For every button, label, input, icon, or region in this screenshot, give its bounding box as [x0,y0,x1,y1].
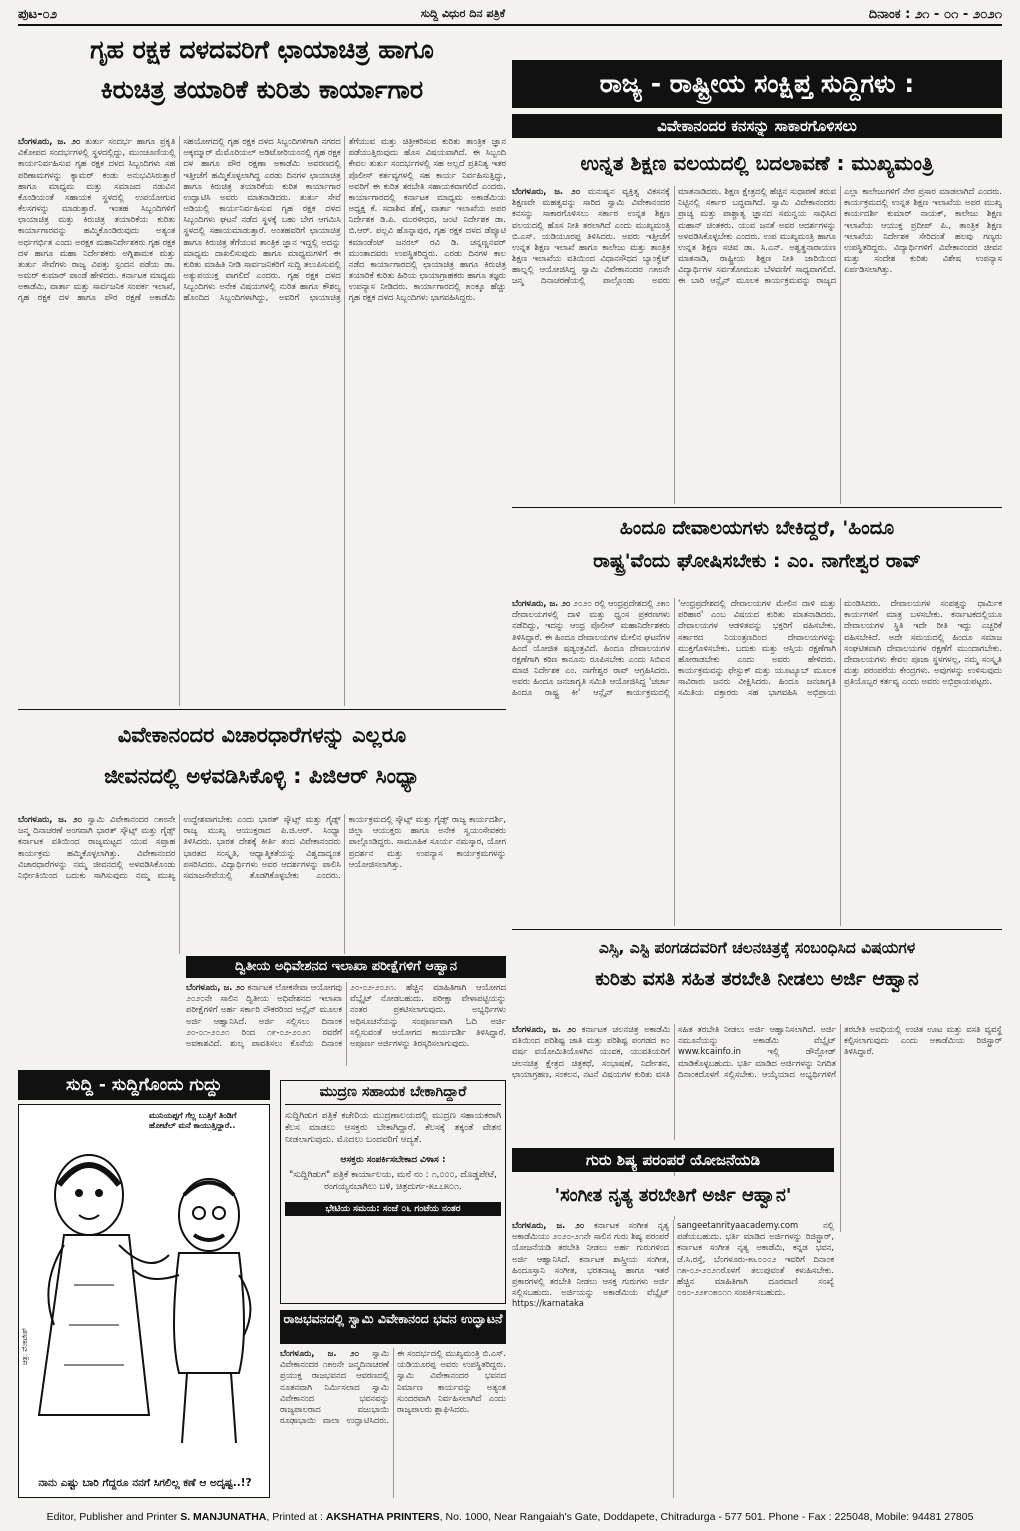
article8-headline: 'ಸಂಗೀತ ನೃತ್ಯ ತರಬೇತಿಗೆ ಅರ್ಜಿ ಆಹ್ವಾನ' [512,1176,834,1216]
article1-headline-line2: ಕಿರುಚಿತ್ರ ತಯಾರಿಕೆ ಕುರಿತು ಕಾರ್ಯಾಗಾರ [100,74,424,104]
cartoon-man-figure [134,1179,250,1443]
article2-kicker: ವಿವೇಕಾನಂದರ ಕನಸನ್ನು ಸಾಕಾರಗೊಳಿಸಲು [512,114,1002,138]
press-name: AKSHATHA PRINTERS [325,1511,440,1523]
article1-headline-line1: ಗೃಹ ರಕ್ಷಕ ದಳದವರಿಗೆ ಛಾಯಾಚಿತ್ರ ಹಾಗೂ [90,35,434,64]
divider [512,506,1002,508]
masthead [18,4,1002,26]
article1-headline [18,32,506,130]
cartoon-drawing [19,1135,269,1465]
article3-body-continued [18,956,180,1064]
spacer [276,1070,506,1072]
article2-headline: ಉನ್ನತ ಶಿಕ್ಷಣ ವಲಯದಲ್ಲಿ ಬದಲಾವಣೆ : ಮುಖ್ಯಮಂತ್ರಿ [580,151,934,175]
issue-date: ದಿನಾಂಕ : ೨೧ - ೦೧ - ೨೦೨೧ [868,6,1002,22]
article4-body: ಬೆಂಗಳೂರು, ಜ. ೨೦ ಕರ್ನಾಟಕ ಲೋಕಸೇವಾ ಆಯೋಗವು ೨೦೨೦ನೇ ಸಾಲಿನ ದ್ವಿತೀಯ ಅಧಿವೇಶನದ ಇಲಾಖಾ ಪರೀಕ್ಷೆಗಳಿಗೆ ಅರ್ಹ ಸರ್ಕಾರಿ ನೌಕರರಿಂದ ಆನ್ಲೈನ್ ಮೂಲಕ ಅರ್ಜಿ ಆಹ್ವಾನಿಸಿದೆ. ಅರ್ಜಿ ಸಲ್ಲಿಸಲು ದಿನಾಂಕ ೨೦-೦೧-೨೦೨೧ ರಿಂದ ೧೯-೦೨-೨೦೨೧ ರವರೆಗೆ ಅವಕಾಶವಿದೆ. ಶುಲ್ಕ ಪಾವತಿಸಲು ಕೊನೆಯ ದಿನಾಂಕ ೨೦-೦೨-೨೦೨೧. ಹೆಚ್ಚಿನ ಮಾಹಿತಿಗಾಗಿ ಆಯೋಗದ ವೆಬ್ಸೈಟ್ ನೋಡಬಹುದು. ಪರೀಕ್ಷಾ ವೇಳಾಪಟ್ಟಿಯನ್ನು ನಂತರ ಪ್ರಕಟಿಸಲಾಗುವುದು. ಅಭ್ಯರ್ಥಿಗಳು ಅಧಿಸೂಚನೆಯನ್ನು ಸಂಪೂರ್ಣವಾಗಿ ಓದಿ ಅರ್ಜಿ ಸಲ್ಲಿಸುವಂತೆ ಆಯೋಗದ ಕಾರ್ಯದರ್ಶಿ ತಿಳಿಸಿದ್ದಾರೆ. ಅಪೂರ್ಣ ಅರ್ಜಿಗಳನ್ನು ತಿರಸ್ಕರಿಸಲಾಗುವುದು. [186,982,506,1048]
article6-headline: ಹಿಂದೂ ದೇವಾಲಯಗಳು ಬೇಕಿದ್ದರೆ, 'ಹಿಂದೂ ರಾಷ್ಟ್ರ'ವೆಂದು ಘೋಷಿಸಬೇಕು : ಎಂ. ನಾಗೇಶ್ವರ ರಾವ್ [593,517,921,572]
classified-body: ಸುದ್ದಿಗಿಡುಗ ಪತ್ರಿಕೆ ಕಚೇರಿಯ ಮುದ್ರಣಾಲಯದಲ್ಲಿ ಮುದ್ರಣ ಸಹಾಯಕರಾಗಿ ಕೆಲಸ ಮಾಡಲು ಆಸಕ್ತರು ಬೇಕಾಗಿದ್ದಾರೆ. ಕೆಲಸಕ್ಕೆ ತಕ್ಕಂತೆ ವೇತನ ನೀಡಲಾಗುವುದು. ಮೊದಲು ಬಂದವರಿಗೆ ಆದ್ಯತೆ. [285,1111,501,1146]
imprint-footer: Editor, Publisher and Printer S. MANJUNATHA, Printed at : AKSHATHA PRINTERS, No. 1000, Near Rangaiah's Gate, Doddapete, Chitradurga - 577 501. Phone - Fax : 225048, Mobile: 94481 27805 [46,1511,974,1523]
article6-body: ಬೆಂಗಳೂರು, ಜ. ೨೦ ೨೦೨೦ ರಲ್ಲಿ ಆಂಧ್ರಪ್ರದೇಶದಲ್ಲಿ ೨೫೦ ದೇವಾಲಯಗಳಲ್ಲಿ ದಾಳಿ ಮತ್ತು ಧ್ವಂಸ ಪ್ರಕರಣಗಳು ನಡೆದಿದ್ದು, ಇದನ್ನು ಆಂಧ್ರ ಪೊಲೀಸ್ ಮಹಾನಿರ್ದೇಶಕರು ತಿಳಿಸಿದ್ದಾರೆ. ಈ ಹಿಂದೂ ದೇವಾಲಯಗಳ ಮೇಲಿನ ಘಟನೆಗಳ ಹಿಂದೆ ಯೋಜಿತ ಷಡ್ಯಂತ್ರವಿದೆ. ಹಿಂದೂ ದೇವಾಲಯಗಳ ರಕ್ಷಣೆಗಾಗಿ ಕಠಿಣ ಕಾನೂನು ರೂಪಿಸಬೇಕು ಎಂದು ಸಿಬಿಐನ ಮಾಜಿ ನಿರ್ದೇಶಕ ಎಂ. ನಾಗೇಶ್ವರ ರಾವ್ ಆಗ್ರಹಿಸಿದರು. ಅವರು ಹಿಂದೂ ಜನಜಾಗೃತಿ ಸಮಿತಿ ಆಯೋಜಿಸಿದ್ದ 'ಚರ್ಚಾ ಹಿಂದೂ ರಾಷ್ಟ್ರ ಕೀ' ಆನ್ಲೈನ್ ಕಾರ್ಯಕ್ರಮದಲ್ಲಿ 'ಆಂಧ್ರಪ್ರದೇಶದಲ್ಲಿ ದೇವಾಲಯಗಳ ಮೇಲಿನ ದಾಳಿ ಮತ್ತು ಪರಿಹಾರ' ಎಂಬ ವಿಷಯದ ಕುರಿತು ಮಾತನಾಡಿದರು. ದೇವಾಲಯಗಳ ಆಡಳಿತವನ್ನು ಭಕ್ತರಿಗೆ ವಹಿಸಬೇಕು. ಸರ್ಕಾರದ ನಿಯಂತ್ರಣದಿಂದ ದೇವಾಲಯಗಳನ್ನು ಮುಕ್ತಗೊಳಿಸಬೇಕು. ಬದುಕು ಮತ್ತು ಆಸ್ತಿಯ ರಕ್ಷಣೆಗಾಗಿ ಹೋರಾಡಬೇಕು ಎಂದು ಅವರು ಹೇಳಿದರು. ಕಾರ್ಯಕ್ರಮವನ್ನು ಫೇಸ್ಬುಕ್ ಮತ್ತು ಯೂಟ್ಯೂಬ್ ಮೂಲಕ ಸಾವಿರಾರು ಜನರು ವೀಕ್ಷಿಸಿದರು. ಹಿಂದೂ ಜನಜಾಗೃತಿ ಸಮಿತಿಯ ವಕ್ತಾರರು ಸಹ ಭಾಗವಹಿಸಿ ಅಭಿಪ್ರಾಯ ಮಂಡಿಸಿದರು. ದೇವಾಲಯಗಳ ಸಂಪತ್ತನ್ನು ಧಾರ್ಮಿಕ ಕಾರ್ಯಗಳಿಗೆ ಮಾತ್ರ ಬಳಸಬೇಕು. ಕರ್ನಾಟಕದಲ್ಲಿಯೂ ದೇವಾಲಯಗಳ ಸ್ಥಿತಿ ಇದೇ ರೀತಿ ಇದ್ದು ಎಚ್ಚರಿಕೆ ವಹಿಸಬೇಕಿದೆ. ಅದೇ ಸಮಯದಲ್ಲಿ ಹಿಂದೂ ಸಮಾಜ ಸಂಘಟಿತವಾಗಿ ದೇವಾಲಯಗಳ ರಕ್ಷಣೆಗೆ ಮುಂದಾಗಬೇಕು. ದೇವಾಲಯಗಳು ಕೇವಲ ಪೂಜಾ ಸ್ಥಳಗಳಲ್ಲ, ನಮ್ಮ ಸಂಸ್ಕೃತಿ ಮತ್ತು ಪರಂಪರೆಯ ಕೇಂದ್ರಗಳು. ಅವುಗಳನ್ನು ಉಳಿಸುವುದು ಪ್ರತಿಯೊಬ್ಬರ ಕರ್ತವ್ಯ ಎಂದು ಅವರು ಅಭಿಪ್ರಾಯಪಟ್ಟರು. [512,598,1002,698]
classified-address: "ಸುದ್ದಿಗಿಡುಗ" ಪತ್ರಿಕೆ ಕಾರ್ಯಾಲಯ, ಮನೆ ನಂ : ೧,೦೦೦, ದೊಡ್ಡಪೇಟೆ, ರಂಗಯ್ಯನಬಾಗಿಲು ಬಳಿ, ಚಿತ್ರದುರ್ಗ-೫೭೭೫೦೧. [289,1170,497,1193]
classified-box [280,1080,506,1304]
article3-body: ಬೆಂಗಳೂರು, ಜ. ೨೦ ಸ್ವಾಮಿ ವಿವೇಕಾನಂದರ ೧೫೮ನೇ ಜನ್ಮ ದಿನಾಚರಣೆ ಅಂಗವಾಗಿ ಭಾರತ್ ಸ್ಕೌಟ್ಸ್ ಮತ್ತು ಗೈಡ್ಸ್ ಕರ್ನಾಟಕ ವತಿಯಿಂದ ರಾಜ್ಯಮಟ್ಟದ ಯುವ ಸಪ್ತಾಹ ಕಾರ್ಯಕ್ರಮ ಹಮ್ಮಿಕೊಳ್ಳಲಾಗಿತ್ತು. ವಿವೇಕಾನಂದರ ವಿಚಾರಧಾರೆಗಳನ್ನು ನಮ್ಮ ಜೀವನದಲ್ಲಿ ಅಳವಡಿಸಿಕೊಂಡು ನಿರ್ಭೀತಿಯಿಂದ ಬದುಕು ಸಾಗಿಸುವುದು ನಮ್ಮ ಮುಖ್ಯ ಉದ್ದೇಶವಾಗಬೇಕು ಎಂದು ಭಾರತ್ ಸ್ಕೌಟ್ಸ್ ಮತ್ತು ಗೈಡ್ಸ್ ರಾಜ್ಯ ಮುಖ್ಯ ಆಯುಕ್ತರಾದ ಪಿ.ಜಿ.ಆರ್. ಸಿಂಧ್ಯಾ ತಿಳಿಸಿದರು. ಭಾರತ ದೇಶಕ್ಕೆ ಕೀರ್ತಿ ತಂದ ವಿವೇಕಾನಂದರು ಭಾರತದ ಸಂಸ್ಕೃತಿ, ಆಧ್ಯಾತ್ಮಿಕತೆಯನ್ನು ವಿಶ್ವದಾದ್ಯಂತ ಪಸರಿಸಿದರು. ವಿದ್ಯಾರ್ಥಿಗಳು ಅವರ ಆದರ್ಶಗಳನ್ನು ಪಾಲಿಸಿ ಸಮಾಜಸೇವೆಯಲ್ಲಿ ತೊಡಗಿಕೊಳ್ಳಬೇಕು ಎಂದರು. ಕಾರ್ಯಕ್ರಮದಲ್ಲಿ ಸ್ಕೌಟ್ಸ್ ಮತ್ತು ಗೈಡ್ಸ್ ರಾಜ್ಯ ಕಾರ್ಯದರ್ಶಿ, ಜಿಲ್ಲಾ ಆಯುಕ್ತರು ಹಾಗೂ ಅನೇಕ ಸ್ವಯಂಸೇವಕರು ಪಾಲ್ಗೊಂಡಿದ್ದರು. ಸಾಮೂಹಿಕ ಸೂರ್ಯ ನಮಸ್ಕಾರ, ಯೋಗ ಪ್ರದರ್ಶನ ಮತ್ತು ಉಪನ್ಯಾಸ ಕಾರ್ಯಕ್ರಮಗಳನ್ನು ಆಯೋಜಿಸಲಾಗಿತ್ತು. [18,814,506,880]
classified-address-label: ಆಸಕ್ತರು ಸಂಪರ್ಕಿಸಬೇಕಾದ ವಿಳಾಸ : [340,1155,446,1166]
article2-body: ಬೆಂಗಳೂರು, ಜ. ೨೦ ಮನುಷ್ಯನ ವ್ಯಕ್ತಿತ್ವ ವಿಕಸನಕ್ಕೆ ಶಿಕ್ಷಣವೇ ಮಹತ್ವವನ್ನು ಸಾರಿದ ಸ್ವಾಮಿ ವಿವೇಕಾನಂದರ ಕನಸನ್ನು ಸಾಕಾರಗೊಳಿಸಲು ಸರ್ಕಾರ ಉನ್ನತ ಶಿಕ್ಷಣ ವಲಯದಲ್ಲಿ ಹೊಸ ನೀತಿ ತರಲಾಗಿದೆ ಎಂದು ಮುಖ್ಯಮಂತ್ರಿ ಬಿ.ಎಸ್. ಯಡಿಯೂರಪ್ಪ ತಿಳಿಸಿದರು. ಅವರು ಇತ್ತೀಚೆಗೆ ಉನ್ನತ ಶಿಕ್ಷಣ ಇಲಾಖೆ ಹಾಗೂ ಕಾಲೇಜು ಮತ್ತು ತಾಂತ್ರಿಕ ಶಿಕ್ಷಣ ಇಲಾಖೆಯ ವತಿಯಿಂದ ವಿಧಾನಸೌಧದ ಬ್ಯಾಂಕ್ವೆಟ್ ಹಾಲ್ನಲ್ಲಿ ಆಯೋಜಿಸಿದ್ದ ಸ್ವಾಮಿ ವಿವೇಕಾನಂದರ ೧೫೮ನೇ ಜನ್ಮ ದಿನಾಚರಣೆಯಲ್ಲಿ ಪಾಲ್ಗೊಂಡು ಅವರು ಮಾತನಾಡಿದರು. ಶಿಕ್ಷಣ ಕ್ಷೇತ್ರದಲ್ಲಿ ಹೆಚ್ಚಿನ ಸುಧಾರಣೆ ತರುವ ನಿಟ್ಟಿನಲ್ಲಿ ಸರ್ಕಾರ ಬದ್ಧವಾಗಿದೆ. ಸ್ವಾಮಿ ವಿವೇಕಾನಂದರು ಪ್ರಾಚ್ಯ ಮತ್ತು ಪಾಶ್ಚಾತ್ಯ ಜ್ಞಾನದ ಸಮನ್ವಯ ಸಾಧಿಸಿದ ಮಹಾನ್ ಚಿಂತಕರು. ಯುವ ಜನತೆ ಅವರ ಆದರ್ಶಗಳನ್ನು ಅಳವಡಿಸಿಕೊಳ್ಳಬೇಕು ಎಂದರು. ಉಪ ಮುಖ್ಯಮಂತ್ರಿ ಹಾಗೂ ಉನ್ನತ ಶಿಕ್ಷಣ ಸಚಿವ ಡಾ. ಸಿ.ಎನ್. ಅಶ್ವತ್ಥನಾರಾಯಣ ಮಾತನಾಡಿ, ರಾಷ್ಟ್ರೀಯ ಶಿಕ್ಷಣ ನೀತಿ ಜಾರಿಯಿಂದ ವಿದ್ಯಾರ್ಥಿಗಳ ಸರ್ವತೋಮುಖ ಬೆಳವಣಿಗೆ ಸಾಧ್ಯವಾಗಲಿದೆ. ಈ ಬಾರಿ ಆನ್ಲೈನ್ ಮೂಲಕ ಕಾರ್ಯಕ್ರಮವನ್ನು ರಾಜ್ಯದ ಎಲ್ಲಾ ಕಾಲೇಜುಗಳಿಗೆ ನೇರ ಪ್ರಸಾರ ಮಾಡಲಾಗಿದೆ ಎಂದರು. ಕಾರ್ಯಕ್ರಮದಲ್ಲಿ ಉನ್ನತ ಶಿಕ್ಷಣ ಇಲಾಖೆಯ ಅಪರ ಮುಖ್ಯ ಕಾರ್ಯದರ್ಶಿ ಕುಮಾರ್ ನಾಯಕ್, ಕಾಲೇಜು ಶಿಕ್ಷಣ ಇಲಾಖೆಯ ಆಯುಕ್ತ ಪ್ರದೀಪ್ ಪಿ., ತಾಂತ್ರಿಕ ಶಿಕ್ಷಣ ಇಲಾಖೆಯ ನಿರ್ದೇಶಕ ಸೇರಿದಂತೆ ಹಲವು ಗಣ್ಯರು ಉಪಸ್ಥಿತರಿದ್ದರು. ವಿದ್ಯಾರ್ಥಿಗಳಿಗೆ ವಿವೇಕಾನಂದರ ಜೀವನ ಮತ್ತು ಸಂದೇಶ ಕುರಿತು ವಿಶೇಷ ಉಪನ್ಯಾಸ ಏರ್ಪಡಿಸಲಾಗಿತ್ತು. [512,186,1002,286]
article7-body: ಬೆಂಗಳೂರು, ಜ. ೨೦ ಕರ್ನಾಟಕ ಚಲನಚಿತ್ರ ಅಕಾಡೆಮಿ ವತಿಯಿಂದ ಪರಿಶಿಷ್ಟ ಜಾತಿ ಮತ್ತು ಪರಿಶಿಷ್ಟ ಪಂಗಡದ ೫೦ ವರ್ಷ ವಯೋಮಿತಿಯೊಳಗಿನ ಯುವಕ, ಯುವತಿಯರಿಗೆ ಚಲನಚಿತ್ರ ಕ್ಷೇತ್ರದ ಚಿತ್ರಕಥೆ, ಸಂಭಾಷಣೆ, ನಿರ್ದೇಶನ, ಛಾಯಾಗ್ರಹಣ, ಸಂಕಲನ, ನಟನೆ ವಿಷಯಗಳ ಕುರಿತು ವಸತಿ ಸಹಿತ ತರಬೇತಿ ನೀಡಲು ಅರ್ಜಿ ಆಹ್ವಾನಿಸಲಾಗಿದೆ. ಅರ್ಜಿ ನಮೂನೆಯನ್ನು ಅಕಾಡೆಮಿ ವೆಬ್ಸೈಟ್ www.kcainfo.in ಇಲ್ಲಿ ಡೌನ್ಲೋಡ್ ಮಾಡಿಕೊಳ್ಳಬಹುದು. ಭರ್ತಿ ಮಾಡಿದ ಅರ್ಜಿಗಳನ್ನು ನಿಗದಿತ ದಿನಾಂಕದೊಳಗೆ ಸಲ್ಲಿಸಬೇಕು. ಆಯ್ಕೆಯಾದ ಅಭ್ಯರ್ಥಿಗಳಿಗೆ ತರಬೇತಿ ಅವಧಿಯಲ್ಲಿ ಉಚಿತ ಊಟ ಮತ್ತು ವಸತಿ ವ್ಯವಸ್ಥೆ ಕಲ್ಪಿಸಲಾಗುವುದು ಎಂದು ಅಕಾಡೆಮಿಯ ರಿಜಿಸ್ಟ್ರಾರ್ ತಿಳಿಸಿದ್ದಾರೆ. [512,1024,1002,1079]
article5-body: ಬೆಂಗಳೂರು, ಜ. ೨೦ ಸ್ವಾಮಿ ವಿವೇಕಾನಂದರ ೧೫೮ನೇ ಜನ್ಮದಿನಾಚರಣೆ ಪ್ರಯುಕ್ತ ರಾಜಭವನದ ಆವರಣದಲ್ಲಿ ನೂತನವಾಗಿ ನಿರ್ಮಿಸಲಾದ ಸ್ವಾಮಿ ವಿವೇಕಾನಂದ ಭವನವನ್ನು ರಾಜ್ಯಪಾಲರಾದ ವಜುಭಾಯಿ ರೂಢಾಭಾಯಿ ವಾಲಾ ಉದ್ಘಾಟಿಸಿದರು. ಈ ಸಂದರ್ಭದಲ್ಲಿ ಮುಖ್ಯಮಂತ್ರಿ ಬಿ.ಎಸ್. ಯಡಿಯೂರಪ್ಪ ಅವರು ಉಪಸ್ಥಿತರಿದ್ದರು. ಸ್ವಾಮಿ ವಿವೇಕಾನಂದರ ಭವನದ ನಿರ್ಮಾಣ ಕಾರ್ಯವನ್ನು ಅತ್ಯಂತ ಸುಂದರವಾಗಿ ನಿರ್ವಹಿಸಲಾಗಿದೆ ಎಂದು ರಾಜ್ಯಪಾಲರು ಶ್ಲಾಘಿಸಿದರು. [280,1348,506,1426]
article5-headline: ರಾಜಭವನದಲ್ಲಿ ಸ್ವಾಮಿ ವಿವೇಕಾನಂದ ಭವನ ಉದ್ಘಾಟನೆ [280,1310,506,1344]
article8-body: ಬೆಂಗಳೂರು, ಜ. ೨೦ ಕರ್ನಾಟಕ ಸಂಗೀತ ನೃತ್ಯ ಅಕಾಡೆಮಿಯು ೨೦೨೦-೨೧ನೇ ಸಾಲಿನ ಗುರು ಶಿಷ್ಯ ಪರಂಪರೆ ಯೋಜನೆಯಡಿ ತರಬೇತಿ ನೀಡಲು ಅರ್ಹ ಗುರುಗಳಿಂದ ಅರ್ಜಿ ಆಹ್ವಾನಿಸಿದೆ. ಕರ್ನಾಟಕ ಶಾಸ್ತ್ರೀಯ ಸಂಗೀತ, ಹಿಂದೂಸ್ತಾನಿ ಸಂಗೀತ, ಭರತನಾಟ್ಯ ಹಾಗೂ ಇತರೆ ಪ್ರಕಾರಗಳಲ್ಲಿ ತರಬೇತಿ ನೀಡಲು ಆಸಕ್ತ ಗುರುಗಳು ಅರ್ಜಿ ಸಲ್ಲಿಸಬಹುದು. ಅರ್ಜಿಯನ್ನು ಅಕಾಡೆಮಿಯ ವೆಬ್ಸೈಟ್ https://karnataka sangeetanrityaacademy.com ನಲ್ಲಿ ಪಡೆಯಬಹುದು. ಭರ್ತಿ ಮಾಡಿದ ಅರ್ಜಿಗಳನ್ನು ರಿಜಿಸ್ಟ್ರಾರ್, ಕರ್ನಾಟಕ ಸಂಗೀತ ನೃತ್ಯ ಅಕಾಡೆಮಿ, ಕನ್ನಡ ಭವನ, ಜೆ.ಸಿ.ರಸ್ತೆ, ಬೆಂಗಳೂರು-೫೬೦೦೦೨ ಇವರಿಗೆ ದಿನಾಂಕ ೧೫-೦೨-೨೦೨೧ರೊಳಗೆ ತಲುಪುವಂತೆ ಕಳುಹಿಸಬೇಕು. ಹೆಚ್ಚಿನ ಮಾಹಿತಿಗಾಗಿ ದೂರವಾಣಿ ಸಂಖ್ಯೆ ೦೮೦-೨೨೯೧೫೦೧೧ ಸಂಪರ್ಕಿಸಬಹುದು. [512,1220,834,1498]
cartoon-speech: ನಾನು ಎಷ್ಟು ಬಾರಿ ಗೆದ್ದರೂ ನನಗೆ ಸಿಗಲಿಲ್ಲ ಕಣೆ ಆ ಅದೃಷ್ಟ..!? [38,1477,252,1490]
classified-hours: ಭೇಟಿಯ ಸಮಯ: ಸಂಜೆ ೦೬ ಗಂಟೆಯ ನಂತರ [285,1202,501,1216]
article1-body [18,136,506,706]
article7-headline: ಎಸ್ಸಿ, ಎಸ್ಟಿ ಪಂಗಡದವರಿಗೆ ಚಲನಚಿತ್ರಕ್ಕೆ ಸಂಬಂಧಿಸಿದ ವಿಷಯಗಳ ಕುರಿತು ವಸತಿ ಸಹಿತ ತರಬೇತಿ ನೀಡಲು ಅರ್ಜಿ ಆಹ್ವಾನ [595,939,919,991]
article3-headline: ವಿವೇಕಾನಂದರ ವಿಚಾರಧಾರೆಗಳನ್ನು ಎಲ್ಲರೂ ಜೀವನದಲ್ಲಿ ಅಳವಡಿಸಿಕೊಳ್ಳಿ : ಪಿಜಿಆರ್ ಸಿಂಧ್ಯಾ [104,723,420,789]
article2-banner: ರಾಜ್ಯ - ರಾಷ್ಟ್ರೀಯ ಸಂಕ್ಷಿಪ್ತ ಸುದ್ದಿಗಳು : [512,60,1002,108]
cartoon-news-caption: ಮುನಿಯಪ್ಪಗೆ ಗೆಲ್ಲ ಬುತ್ತಿಗೆ ತಿಂಡಿಗೆ ಹೋಟೆಲ್ ಮನೆ ಕಾಯುತ್ತಿದ್ದಾರೆ.. [149,1111,237,1130]
divider [18,708,506,710]
article1-dateline: ಬೆಂಗಳೂರು, ಜ. ೨೦ [18,136,81,146]
classified-title: ಮುದ್ರಣ ಸಹಾಯಕ ಬೇಕಾಗಿದ್ದಾರೆ [285,1085,501,1105]
editor-name: S. MANJUNATHA [180,1511,267,1523]
article4-headline: ದ್ವಿತೀಯ ಅಧಿವೇಶನದ ಇಲಾಖಾ ಪರೀಕ್ಷೆಗಳಿಗೆ ಆಹ್ವಾನ [186,956,506,978]
paper-name: ಸುದ್ದಿ ವಿಧುರ ದಿನ ಪತ್ರಿಕೆ [420,7,506,20]
cartoon-panel [18,1104,270,1498]
cartoon-woman-figure [39,1155,169,1415]
divider [512,928,1002,930]
article8-kicker: ಗುರು ಶಿಷ್ಯ ಪರಂಪರೆ ಯೋಜನೆಯಡಿ [512,1148,834,1172]
page-number: ಪುಟ-೦೨ [18,6,58,22]
cartoon-artist: ಚಿತ್ರ: ವೆಂಕಟೇಶ್ [21,1327,29,1365]
cartoon-title: ಸುದ್ದಿ - ಸುದ್ದಿಗೊಂದು ಗುದ್ದು [18,1070,270,1100]
article7-overflow-cover [512,1140,834,1148]
article1-text: ತುರ್ತು ಸಂದರ್ಭ ಹಾಗೂ ಪ್ರಕೃತಿ ವಿಕೋಪದ ಸಂದರ್ಭಗಳಲ್ಲಿ ಸ್ಥಳದಲ್ಲಿದ್ದು, ಮುಂಚೂಣಿಯಲ್ಲಿ ಕಾರ್ಯನಿರ್ವಹಿಸುವ ಗೃಹ ರಕ್ಷಕ ದಳದ ಸಿಬ್ಬಂದಿಗಳು ಸಹ ಪರಿಣಾಮಗಳನ್ನು ಕ್ಯಾಮರ್ ಕಂಡು ಅನುಭವಿಸಿರುತ್ತಾರೆ ಹಾಗೂ ಮಾಧ್ಯಮ ಮತ್ತು ಸಮಾಜದ ನಡುವಿನ ಕೊಂಡಿಯಂತೆ ಸಹಾಯಕ ಸ್ಥಳದಲ್ಲಿ ಉಪಯೋಗುವ ಕೆಲಸಗಳನ್ನು ಮಾಡುತ್ತಾರೆ. ಇಂತಹ ಸಿಬ್ಬಂದಿಗಳಿಗೆ ಛಾಯಾಚಿತ್ರ ಮತ್ತು ಕಿರುಚಿತ್ರ ತಯಾರಿಕೆಯ ಕುರಿತು ಕಾರ್ಯಾಗಾರವನ್ನು ಹಮ್ಮಿಕೊಂಡಿರುವುದು ಅತ್ಯಂತ ಅರ್ಥಗರ್ಭಿತ ಎಂದು ಅರಕ್ಷಕ ಮಹಾನಿರ್ದೇಶಕರು ಗೃಹ ರಕ್ಷಕ ದಳ ಹಾಗೂ ಮಹಾ ನಿರ್ದೇಶಕರು ಅಗ್ನಿಶಾಮಕ ಮತ್ತು ತುರ್ತು ಸೇವೆಗಳು ರಾಜ್ಯ ವಿಪತ್ತು ಸ್ಪಂದನ ಪಡೆಯ ಡಾ. ಅಮರ್ ಕುಮಾರ್ ಪಾಂಡೆ ಹೇಳಿದರು. ಕರ್ನಾಟಕ ಮಾಧ್ಯಮ ಅಕಾಡೆಮಿ, ವಾರ್ತಾ ಮತ್ತು ಸಾರ್ವಜನಿಕ ಸಂಪರ್ಕ ಇಲಾಖೆ, ಗೃಹ ರಕ್ಷಕ ದಳ ಹಾಗೂ ಪೌರ ರಕ್ಷಣೆ ಅಕಾಡೆಮಿ ಸಹಯೋಗದಲ್ಲಿ ಗೃಹ ರಕ್ಷಕ ದಳದ ಸಿಬ್ಬಂದಿಗಳಿಗಾಗಿ ನಗರದ ಅಕ್ಕಮ್ಮಾರ್ ಮೆಮೊರಿಯಲ್ ಅಡಿಟೋರಿಯಂನಲ್ಲಿ ಗೃಹ ರಕ್ಷಕ ದಳ ಹಾಗೂ ಪೌರ ರಕ್ಷಣಾ ಅಕಾಡೆಮಿ ಅವರಣದಲ್ಲಿ ಇತ್ತೀಚೆಗೆ ಹಮ್ಮಿಕೊಳ್ಳಲಾಗಿದ್ದ ಎರಡು ದಿನಗಳ ಛಾಯಾಚಿತ್ರ ಹಾಗೂ ಕಿರುಚಿತ್ರ ತಯಾರಿಕೆಯ ಕುರಿತ ಕಾರ್ಯಾಗಾರ ಉದ್ಘಾಟಿಸಿ ಅವರು ಮಾತನಾಡಿದರು. ತುರ್ತು ಸೇವೆ ಅಡಿಯಲ್ಲಿ ಕಾರ್ಯನಿರ್ವಹಿಸುವ ಗೃಹ ರಕ್ಷಕ ದಳದ ಸಿಬ್ಬಂದಿಗಳು ಘಟನೆ ನಡೆದ ಸ್ಥಳಕ್ಕೆ ಬಹು ಬೇಗ ಆಗಮಿಸಿ ಸ್ಥಳದಲ್ಲಿ ಸಹಾಯಮಾಡುತ್ತಾರೆ. ಅಂತಹವರಿಗೆ ಛಾಯಾಚಿತ್ರ ಹಾಗೂ ಕಿರುಚಿತ್ರ ತೆಗೆಯುವ ತಾಂತ್ರಿಕ ಜ್ಞಾನ ಇದ್ದಲ್ಲಿ ಅದನ್ನು ಮಾಧ್ಯಮ ದಾಖಲಿಸುವುದು ಹಾಗೂ ಮಾಧ್ಯಮಗಳಿಗೆ ಈ ಕುರಿತು ಮಾಹಿತಿ ನೀಡಿ ಸಾರ್ವಜನಿಕರಿಗೆ ಸುದ್ದಿ ತಲುಪಿಸುವಲ್ಲಿ ಅತ್ಯುಪಯುಕ್ತ ವಾಗಲಿದೆ ಎಂದರು. ಗೃಹ ರಕ್ಷಕ ದಳದ ಸಿಬ್ಬಂದಿಗಳು ಅನೇಕ ವಿಷಯಗಳಲ್ಲಿ ನುರಿತ ಹಾಗೂ ಕೌಶಲ್ಯ ಹೊಂದಿದ ಸಿಬ್ಬಂದಿಗಳಾಗಿದ್ದು, ಅವರಿಗೆ ಛಾಯಾಚಿತ್ರ ತೆಗೆಯುವ ಮತ್ತು ಚಿತ್ರೀಕರಿಸುವ ಕುರಿತು ತಾಂತ್ರಿಕ ಜ್ಞಾನ ಪಡೆಯುತ್ತಿರುವುದು ಹೊಸ ವಿಷಯವಾಗಿದೆ. ಈ ಸಿಬ್ಬಂದಿ ಕೇವಲ ತುರ್ತು ಸಂದರ್ಭಗಳಲ್ಲಿ ಸಹ ಅಲ್ಲದೆ ಪ್ರತಿನಿತ್ಯ ಇತರ ಪೊಲೀಸ್ ಕರ್ತವ್ಯಗಳಲ್ಲಿ ಸಹ ಕಾರ್ಯ ನಿರ್ವಹಿಸುತ್ತಿದ್ದು, ಅವರಿಗೆ ಈ ಕುರಿತ ತರಬೇತಿ ಸಹಾಯಕವಾಗಲಿದೆ ಎಂದರು. ಕಾರ್ಯಾಗಾರದಲ್ಲಿ ಕರ್ನಾಟಕ ಮಾಧ್ಯಮ ಅಕಾಡೆಮಿಯ ಅಧ್ಯಕ್ಷ ಕೆ. ಸದಾಶಿವ ಶೆಣೈ, ವಾರ್ತಾ ಇಲಾಖೆಯ ಅಪರ ನಿರ್ದೇಶಕ ಡಿ.ಪಿ. ಮುರಳೀಧರ, ಜಂಟಿ ನಿರ್ದೇಶಕ ಡಾ. ಬಿ.ಆರ್. ಪಲ್ಲವಿ ಹೊನ್ನಾಪುರ, ಗೃಹ ರಕ್ಷಕ ದಳದ ಡೆಪ್ಯೂಟಿ ಕಮಾಂಡೆಂಟ್ ಜನರಲ್ ರವಿ ಡಿ. ಚನ್ನಣ್ಣನವರ್ ಮುಂತಾದವರು ಉಪಸ್ಥಿತರಿದ್ದರು. ಎರಡು ದಿನಗಳ ಕಾಲ ನಡೆದ ಕಾರ್ಯಾಗಾರದಲ್ಲಿ ಛಾಯಾಚಿತ್ರ ಹಾಗೂ ಕಿರುಚಿತ್ರ ತಯಾರಿಕೆ ಕುರಿತು ಹಿರಿಯ ಛಾಯಾಗ್ರಾಹಕರು ಹಾಗೂ ತಜ್ಞರು ಉಪನ್ಯಾಸ ನೀಡಿದರು. ಕಾರ್ಯಾಗಾರದಲ್ಲಿ ೫೦ಕ್ಕೂ ಹೆಚ್ಚು ಗೃಹ ರಕ್ಷಕ ದಳದ ಸಿಬ್ಬಂದಿಗಳು ಭಾಗವಹಿಸಿದ್ದರು. [18,136,506,303]
